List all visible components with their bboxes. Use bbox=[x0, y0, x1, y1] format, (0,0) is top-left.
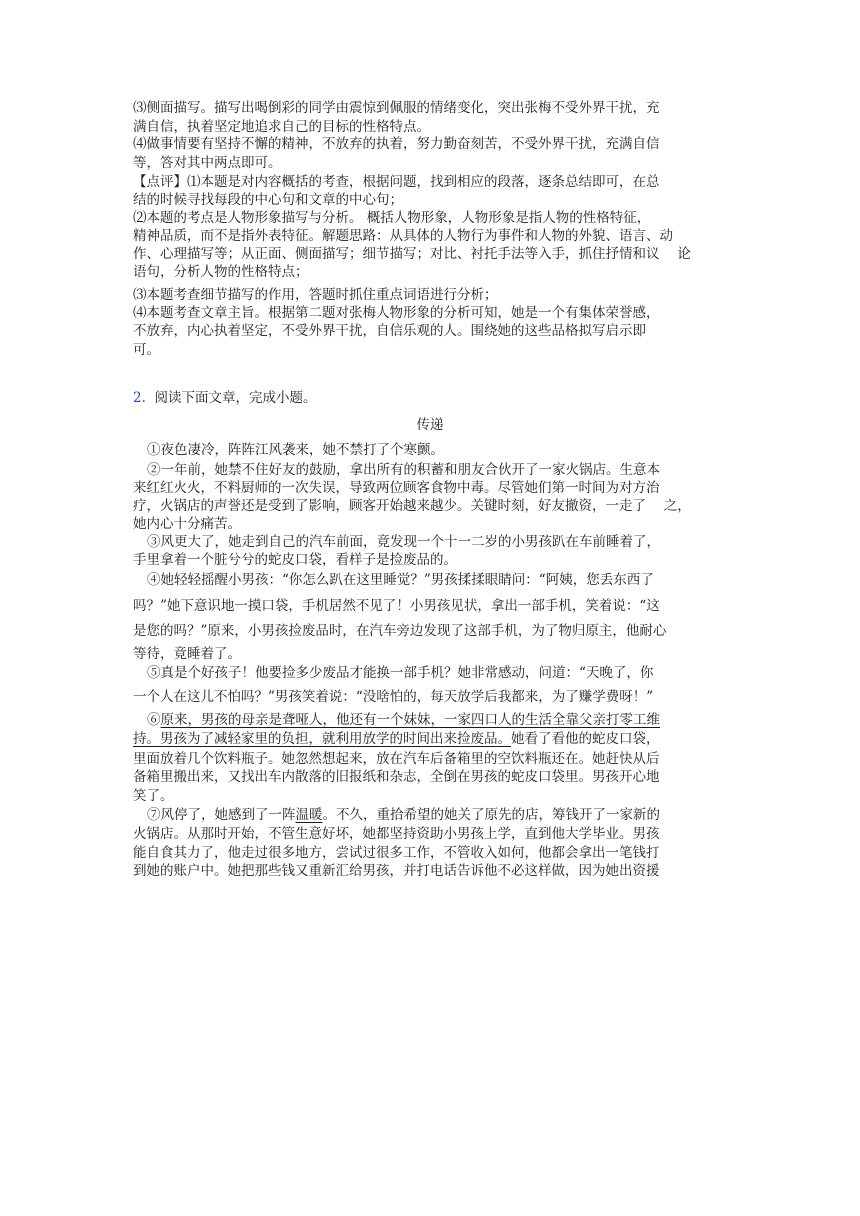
paragraph-4-line-2: 吗？”她下意识地一摸口袋，手机居然不见了！小男孩见状，拿出一部手机，笑着说：“这 bbox=[133, 598, 660, 614]
paragraph-7-start: ⑦风停了，她感到了一阵 bbox=[147, 807, 296, 823]
review-4-line-2: 不放弃，内心执着坚定，不受外界干扰，自信乐观的人。围绕她的这些品格拟写启示即 bbox=[133, 323, 646, 339]
answer-4-line-1: ⑷做事情要有坚持不懈的精神，不放弃的执着，努力勤奋刻苦，不受外界干扰，充满自信 bbox=[133, 136, 660, 152]
answer-3-line-2: 满自信，执着坚定地追求自己的目标的性格特点。 bbox=[133, 119, 430, 135]
review-4-line-3: 可。 bbox=[133, 342, 160, 358]
review-3-line: ⑶本题考查细节描写的作用，答题时抓住重点词语进行分析； bbox=[133, 287, 498, 303]
review-line-2: 结的时候寻找每段的中心句和文章的中心句； bbox=[133, 192, 403, 208]
paragraph-2-line-1: ②一年前，她禁不住好友的鼓励，拿出所有的积蓄和朋友合伙开了一家火锅店。生意本 bbox=[147, 462, 660, 478]
answer-4-line-2: 等，答对其中两点即可。 bbox=[133, 155, 282, 171]
paragraph-7-line-2: 火锅店。从那时开始，不管生意好坏，她都坚持资助小男孩上学，直到他大学毕业。男孩 bbox=[133, 826, 660, 842]
paragraph-5-line-2: 一个人在这儿不怕吗？”男孩笑着说：“没啥怕的，每天放学后我都来，为了赚学费呀！” bbox=[133, 689, 654, 705]
paragraph-2-line-2: 来红红火火，不料厨师的一次失误，导致两位顾客食物中毒。尽管她们第一时间为对方治 bbox=[133, 480, 660, 496]
paragraph-6-line-2-rest: 她看了看他的蛇皮口袋， bbox=[511, 731, 660, 747]
review-2-line-2: 精神品质，而不是指外表特征。解题思路：从具体的人物行为事件和人物的外貌、语言、动 bbox=[133, 228, 673, 244]
paragraph-6-line-2 bbox=[133, 730, 731, 749]
paragraph-6-line-1 bbox=[147, 711, 731, 730]
paragraph-6-mark: ⑥ bbox=[147, 712, 161, 728]
underlined-word-warmth: 温暖 bbox=[295, 807, 323, 823]
review-2-line-3: 作、心理描写等；从正面、侧面描写；细节描写；对比、衬托手法等入手，抓住抒情和议 论 bbox=[133, 246, 691, 262]
paragraph-7-line-1 bbox=[147, 806, 731, 825]
question-heading bbox=[133, 389, 731, 408]
question-number: 2. bbox=[133, 390, 146, 406]
review-2-line-1: ⑵本题的考点是人物形象描写与分析。 概括人物形象，人物形象是指人物的性格特征， bbox=[133, 210, 651, 226]
paragraph-3-line-2: 手里拿着一个脏兮兮的蛇皮口袋，看样子是捡废品的。 bbox=[133, 552, 457, 568]
question-prompt: 阅读下面文章，完成小题。 bbox=[154, 390, 317, 406]
paragraph-6-line-3: 里面放着几个饮料瓶子。她忽然想起来，放在汽车后备箱里的空饮料瓶还在。她赶快从后 bbox=[133, 751, 660, 767]
paragraph-4-line-1: ④她轻轻摇醒小男孩：“你怎么趴在这里睡觉？”男孩揉揉眼睛问：“阿姨，您丢东西了 bbox=[147, 572, 654, 588]
paragraph-7-line-3: 能自食其力了，他走过很多地方，尝试过很多工作，不管收入如何，他都会拿出一笔钱打 bbox=[133, 845, 660, 861]
paragraph-1: ①夜色凄冷，阵阵江风袭来，她不禁打了个寒颤。 bbox=[147, 442, 444, 458]
paragraph-5-line-1: ⑤真是个好孩子！他要捡多少废品才能换一部手机？她非常感动，问道：“天晚了，你 bbox=[147, 665, 654, 681]
underlined-passage-1: 原来，男孩的母亲是聋哑人，他还有一个妹妹，一家四口人的生活全靠父亲打零工维 bbox=[160, 712, 660, 728]
paragraph-6-line-5: 笑了。 bbox=[133, 788, 174, 804]
paragraph-2-line-3: 疗，火锅店的声誉还是受到了影响，顾客开始越来越少。关键时刻，好友撤资，一走了 之， bbox=[133, 498, 691, 514]
paragraph-3-line-1: ③风更大了，她走到自己的汽车前面，竟发现一个十一二岁的小男孩趴在车前睡着了， bbox=[147, 534, 660, 550]
review-4-line-1: ⑷本题考查文章主旨。根据第二题对张梅人物形象的分析可知，她是一个有集体荣誉感， bbox=[133, 305, 660, 321]
paragraph-4-line-3: 是您的吗？”原来，小男孩捡废品时，在汽车旁边发现了这部手机，为了物归原主，他耐心 bbox=[133, 623, 667, 639]
article-title: 传递 bbox=[416, 417, 444, 433]
paragraph-4-line-4: 等待，竟睡着了。 bbox=[133, 646, 241, 662]
underlined-passage-2: 持。男孩为了减轻家里的负担，就利用放学的时间出来捡废品。 bbox=[133, 731, 511, 747]
review-line-1: 【点评】⑴本题是对内容概括的考查，根据问题，找到相应的段落，逐条总结即可，在总 bbox=[133, 174, 660, 190]
paragraph-2-line-4: 她内心十分痛苦。 bbox=[133, 516, 241, 532]
paragraph-7-line-4: 到她的账户中。她把那些钱又重新汇给男孩，并打电话告诉他不必这样做，因为她出资援 bbox=[133, 863, 660, 879]
review-2-line-4: 语句，分析人物的性格特点； bbox=[133, 264, 309, 280]
paragraph-7-end: 。不久，重拾希望的她关了原先的店，筹钱开了一家新的 bbox=[322, 807, 660, 823]
answer-3-line-1: ⑶侧面描写。描写出喝倒彩的同学由震惊到佩服的情绪变化，突出张梅不受外界干扰，充 bbox=[133, 100, 660, 116]
paragraph-6-line-4: 备箱里搬出来，又找出车内散落的旧报纸和杂志，全倒在男孩的蛇皮口袋里。男孩开心地 bbox=[133, 769, 660, 785]
